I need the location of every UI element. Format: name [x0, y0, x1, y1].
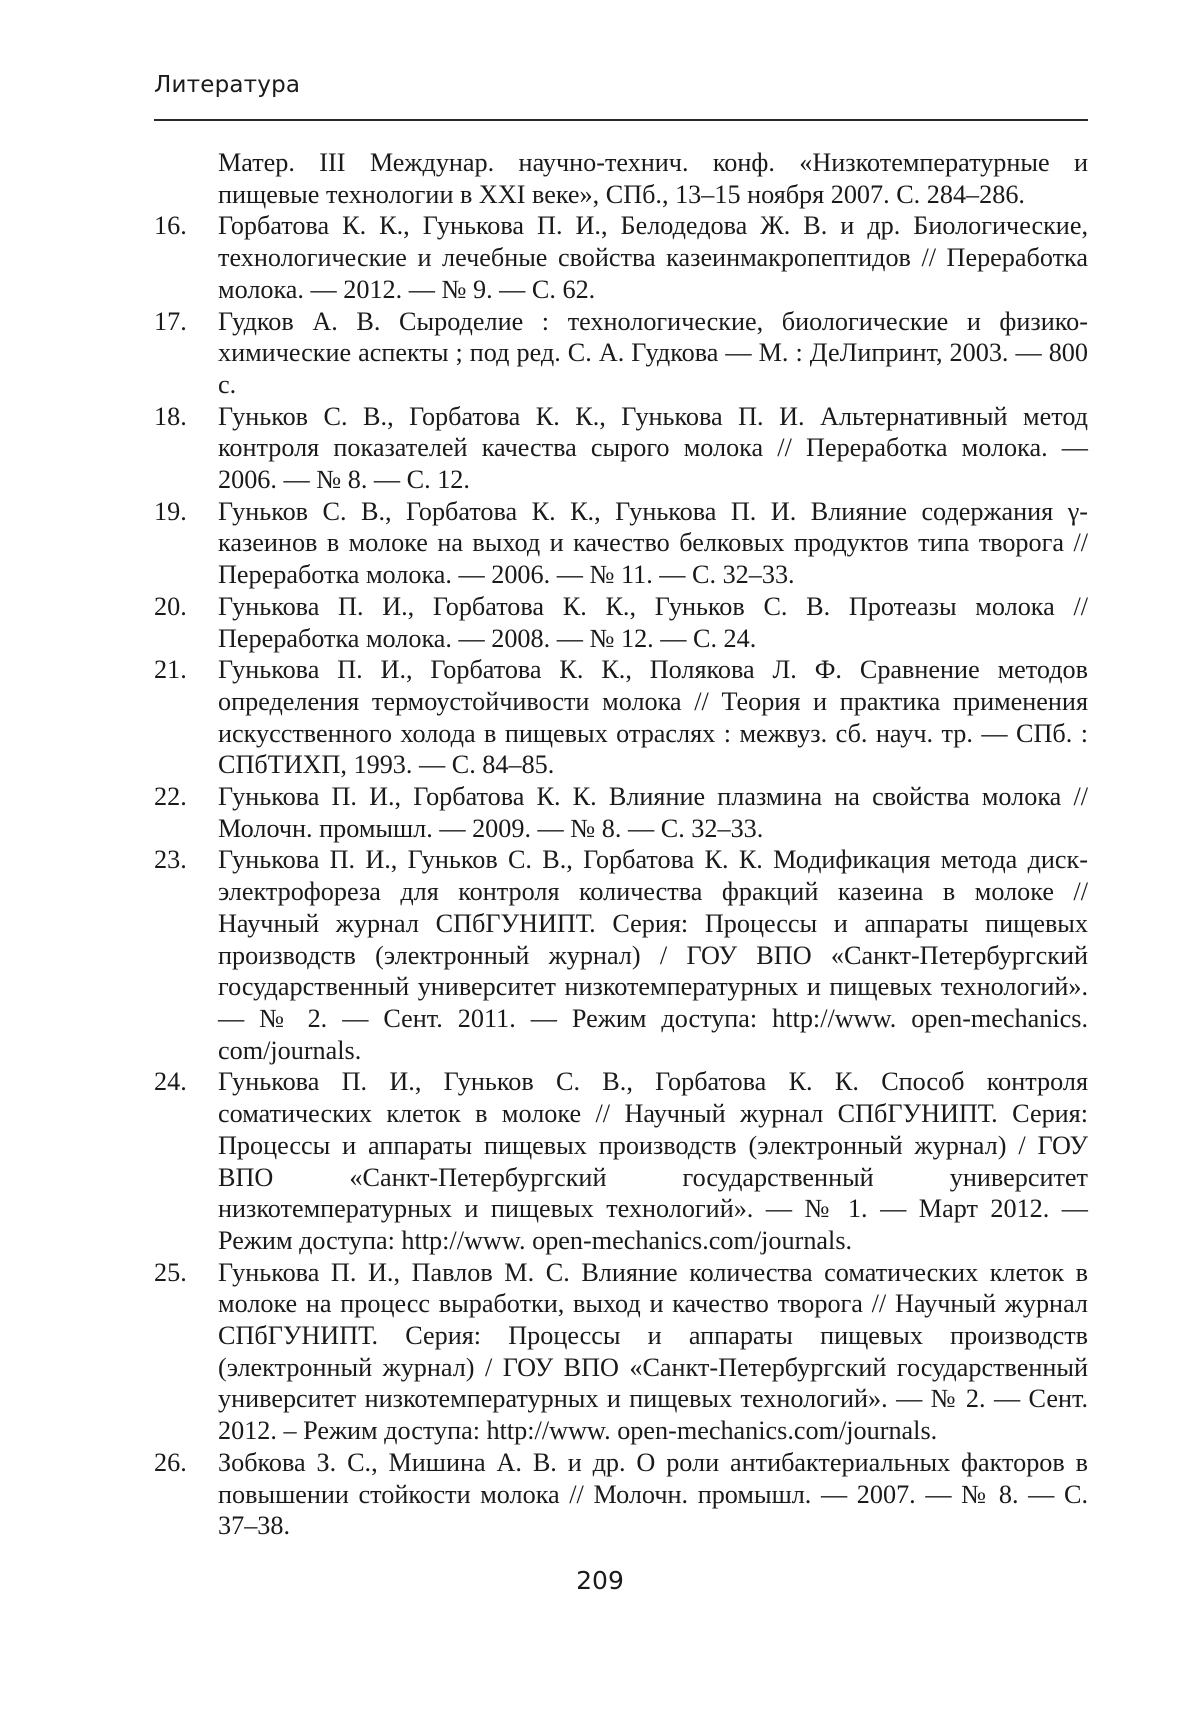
- reference-number: 25.: [154, 1257, 187, 1289]
- reference-item: [154, 306, 1088, 401]
- reference-text: Гунькова П. И., Гуньков С. В., Горбатова К. К. Способ контроля соматических клеток в молоке // Научный журнал СПбГУНИПТ. Серия: Процессы и аппараты пищевых производств (электронный журнал) / ГОУ ВПО «Санкт-Петербургский государственный университет низкотемпературных и пищевых технологий». — № 1. — Март 2012. — Режим доступа: http://www. open-mechanics.com/journals.: [218, 1066, 1088, 1256]
- reference-item: [154, 1257, 1088, 1447]
- reference-number: 26.: [154, 1447, 187, 1479]
- reference-item: [154, 781, 1088, 844]
- reference-number: 23.: [154, 844, 187, 876]
- reference-number: 20.: [154, 591, 187, 623]
- book-page: [0, 0, 1200, 1714]
- reference-text: Гуньков С. В., Горбатова К. К., Гунькова П. И. Альтернативный метод контроля показателей качества сырого молока // Переработка молока. — 2006. — № 8. — С. 12.: [218, 401, 1088, 496]
- reference-item: [154, 401, 1088, 496]
- running-head: Литература: [154, 72, 300, 98]
- reference-item: [154, 496, 1088, 591]
- reference-number: 18.: [154, 401, 187, 433]
- reference-number: 21.: [154, 654, 187, 686]
- reference-number: 19.: [154, 496, 187, 528]
- reference-number: 17.: [154, 306, 187, 338]
- reference-text: Матер. III Междунар. научно-технич. конф. «Низкотемпературные и пищевые технологии в XXI веке», СПб., 13–15 ноября 2007. С. 284–286.: [218, 147, 1088, 210]
- reference-item: [154, 147, 1088, 210]
- reference-text: Гунькова П. И., Горбатова К. К. Влияние плазмина на свойства молока // Молочн. промышл. — 2009. — № 8. — С. 32–33.: [218, 781, 1088, 844]
- reference-list: [154, 147, 1088, 1542]
- reference-item: [154, 1066, 1088, 1256]
- reference-item: [154, 654, 1088, 781]
- reference-item: [154, 591, 1088, 654]
- reference-text: Горбатова К. К., Гунькова П. И., Белодедова Ж. В. и др. Биологические, технологические и лечебные свойства казеинмакропептидов // Переработка молока. — 2012. — № 9. — С. 62.: [218, 210, 1088, 305]
- reference-text: Гунькова П. И., Гуньков С. В., Горбатова К. К. Модификация метода диск-электрофореза для контроля количества фракций казеина в молоке // Научный журнал СПбГУНИПТ. Серия: Процессы и аппараты пищевых производств (электронный журнал) / ГОУ ВПО «Санкт-Петербургский государственный университет низкотемпературных и пищевых технологий». — № 2. — Сент. 2011. — Режим доступа: http://www. open-mechanics. com/journals.: [218, 844, 1088, 1066]
- page-number: 209: [0, 1566, 1200, 1595]
- reference-text: Зобкова З. С., Мишина А. В. и др. О роли антибактериальных факторов в повышении стойкости молока // Молочн. промышл. — 2007. — № 8. — С. 37–38.: [218, 1447, 1088, 1542]
- reference-text: Гунькова П. И., Горбатова К. К., Полякова Л. Ф. Сравнение методов определения термоустойчивости молока // Теория и практика применения искусственного холода в пищевых отраслях : межвуз. сб. науч. тр. — СПб. : СПбТИХП, 1993. — С. 84–85.: [218, 654, 1088, 781]
- reference-item: [154, 1447, 1088, 1542]
- reference-text: Гудков А. В. Сыроделие : технологические, биологические и физико-химические аспекты ; под ред. С. А. Гудкова — М. : ДеЛипринт, 2003. — 800 с.: [218, 306, 1088, 401]
- reference-text: Гунькова П. И., Павлов М. С. Влияние количества соматических клеток в молоке на процесс выработки, выход и качество творога // Научный журнал СПбГУНИПТ. Серия: Процессы и аппараты пищевых производств (электронный журнал) / ГОУ ВПО «Санкт-Петербургский государственный университет низкотемпературных и пищевых технологий». — № 2. — Сент. 2012. – Режим доступа: http://www. open-mechanics.com/journals.: [218, 1257, 1088, 1447]
- reference-number: 16.: [154, 210, 187, 242]
- reference-text: Гуньков С. В., Горбатова К. К., Гунькова П. И. Влияние содержания γ-казеинов в молоке на выход и качество белковых продуктов типа творога // Переработка молока. — 2006. — № 11. — С. 32–33.: [218, 496, 1088, 591]
- reference-item: [154, 210, 1088, 305]
- reference-text: Гунькова П. И., Горбатова К. К., Гуньков С. В. Протеазы молока // Переработка молока. — 2008. — № 12. — С. 24.: [218, 591, 1088, 654]
- reference-item: [154, 844, 1088, 1066]
- reference-number: 22.: [154, 781, 187, 813]
- reference-number: 24.: [154, 1066, 187, 1098]
- header-rule: [154, 119, 1088, 121]
